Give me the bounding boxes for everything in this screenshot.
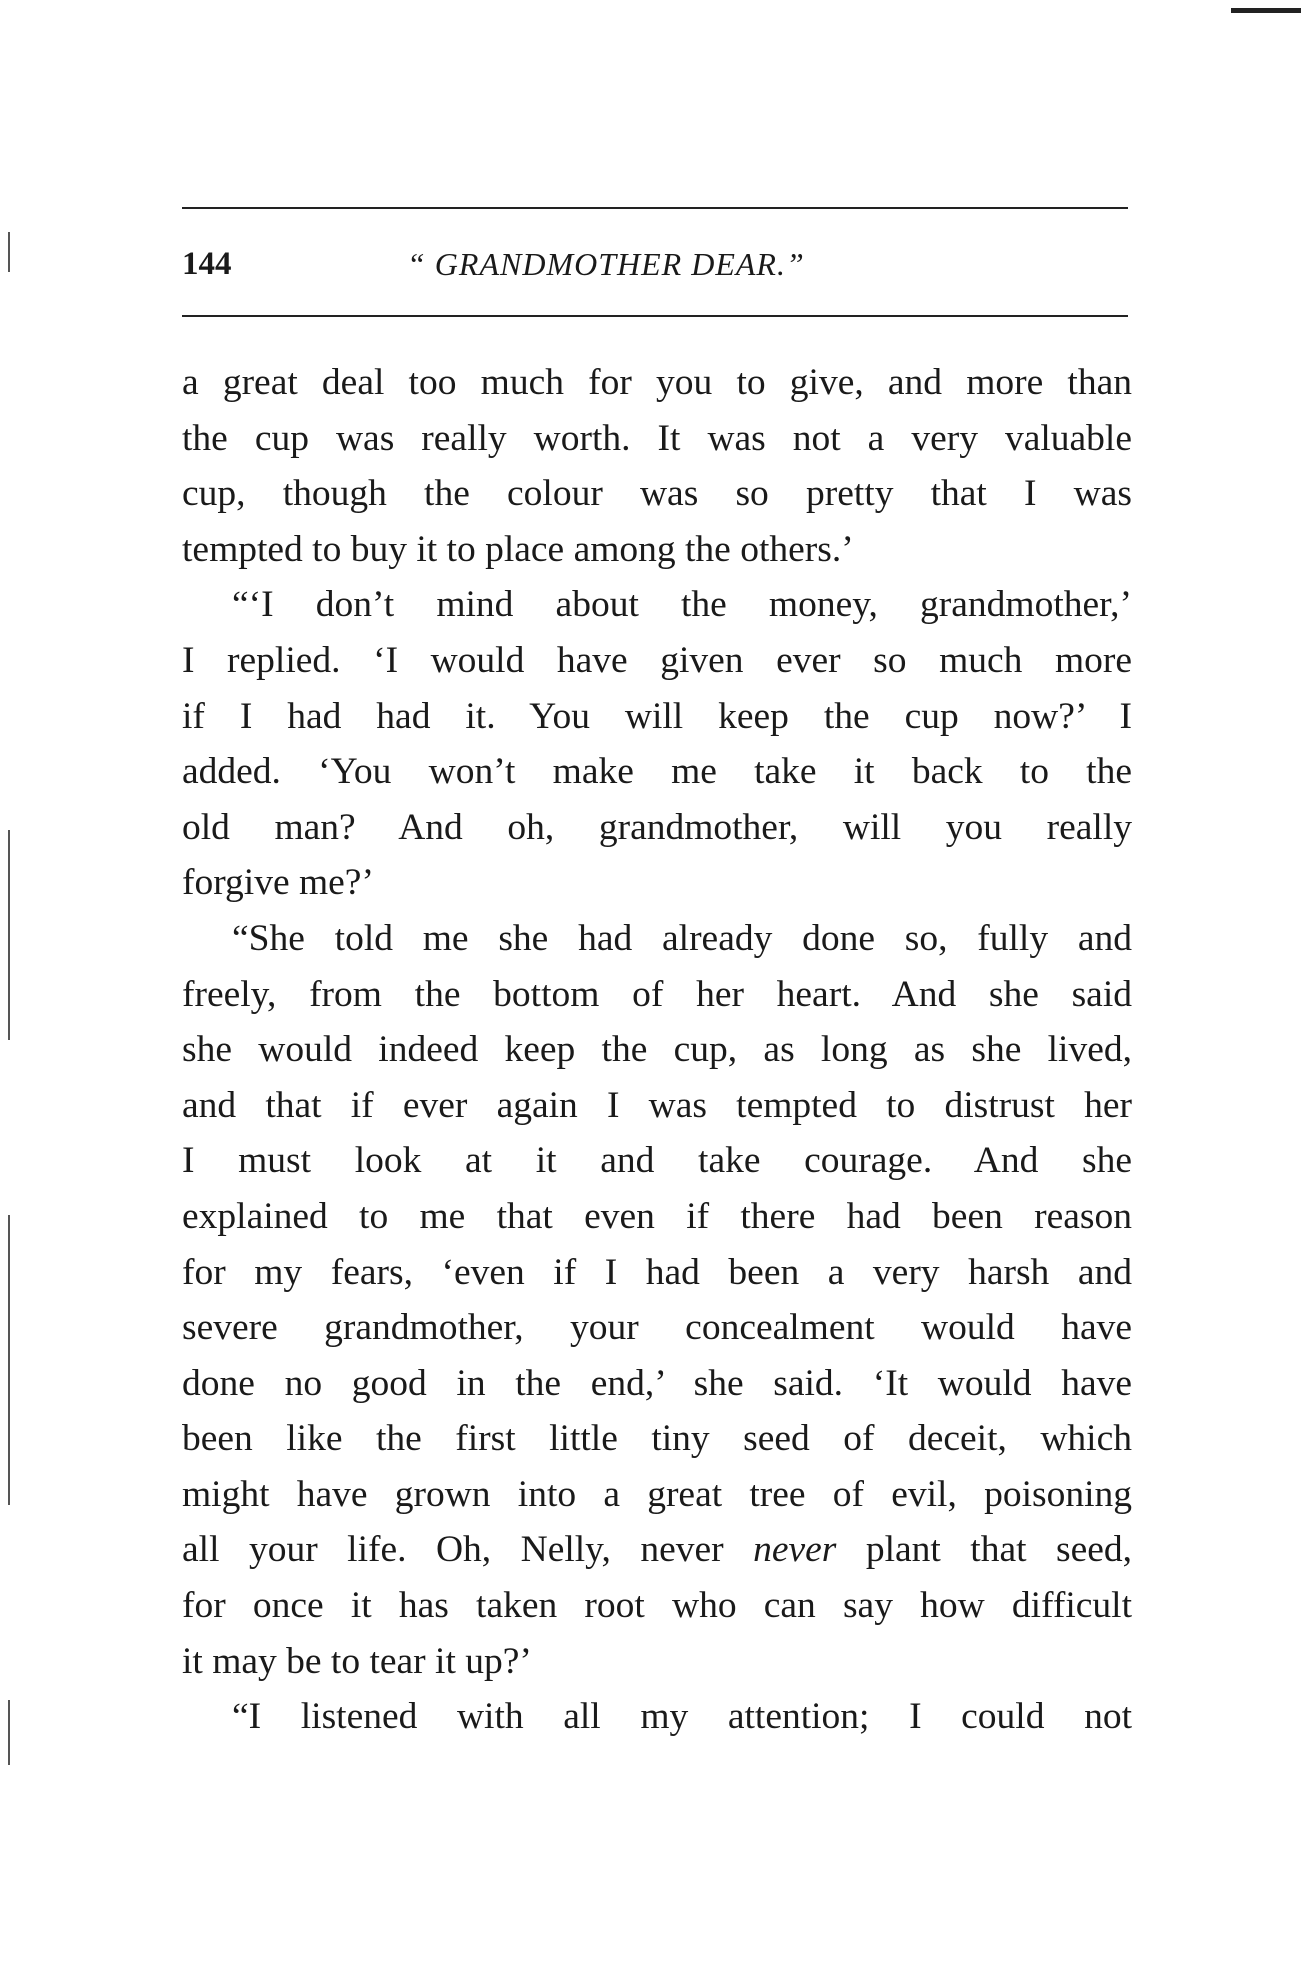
text-line: the cup was really worth. It was not a very valuable: [182, 417, 1132, 459]
text-line: “‘I don’t mind about the money, grandmother,’: [232, 584, 1132, 626]
page-header: [182, 246, 1128, 296]
text-line: added. ‘You won’t make me take it back to the: [182, 751, 1132, 793]
scan-corner-mark: [1231, 8, 1301, 13]
page-number: 144: [182, 246, 232, 282]
text-line: for my fears, ‘even if I had been a very harsh and: [182, 1251, 1132, 1293]
text-line: old man? And oh, grandmother, will you really: [182, 806, 1132, 848]
text-line: a great deal too much for you to give, and more than: [182, 362, 1132, 403]
text-line: “She told me she had already done so, fully and: [232, 917, 1132, 959]
text-line: forgive me?’: [182, 862, 374, 904]
scan-edge-mark: [8, 232, 10, 272]
scan-edge-mark: [8, 830, 10, 1040]
text-line: I replied. ‘I would have given ever so much more: [182, 639, 1132, 681]
text-line: tempted to buy it to place among the others.’: [182, 528, 854, 570]
scan-edge-mark: [8, 1700, 10, 1765]
text-line: it may be to tear it up?’: [182, 1640, 532, 1682]
text-line: all your life. Oh, Nelly, never never plant that seed,: [182, 1529, 1132, 1571]
text-line: freely, from the bottom of her heart. And she said: [182, 973, 1132, 1015]
body-text: [182, 355, 1132, 1745]
text-line: for once it has taken root who can say how difficult: [182, 1585, 1132, 1627]
text-line: she would indeed keep the cup, as long as she lived,: [182, 1029, 1132, 1071]
text-line: explained to me that even if there had been reason: [182, 1195, 1132, 1237]
text-line: been like the first little tiny seed of deceit, which: [182, 1418, 1132, 1460]
scan-edge-mark: [8, 1215, 10, 1505]
text-line: if I had had it. You will keep the cup now?’ I: [182, 695, 1132, 737]
text-line: “I listened with all my attention; I could not: [232, 1696, 1132, 1738]
header-rule-top: [182, 207, 1128, 209]
text-line: severe grandmother, your concealment would have: [182, 1307, 1132, 1349]
text-line: cup, though the colour was so pretty that I was: [182, 473, 1132, 515]
header-rule-bottom: [182, 315, 1128, 317]
text-line: I must look at it and take courage. And she: [182, 1140, 1132, 1182]
text-line: might have grown into a great tree of evil, poisoning: [182, 1473, 1132, 1515]
running-title: “ GRANDMOTHER DEAR.”: [407, 246, 805, 282]
text-line: and that if ever again I was tempted to distrust her: [182, 1084, 1132, 1126]
text-line: done no good in the end,’ she said. ‘It would have: [182, 1362, 1132, 1404]
